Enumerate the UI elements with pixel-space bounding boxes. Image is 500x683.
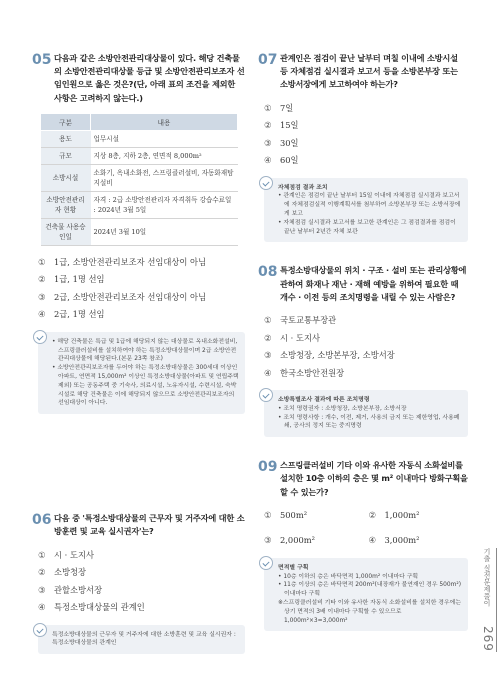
option-text: 특정소방대상물의 관계인 (54, 602, 145, 613)
explanation-line: • 조치 명령사항 : 개수, 이전, 제거, 사용의 금지 또는 제한영업, 사용폐쇄, 공사의 정지 또는 중지명령 (278, 414, 460, 430)
answer-option[interactable] (369, 532, 469, 550)
table-row (41, 191, 238, 218)
explanation-line: • 자체점검 실시결과 보고서를 보고한 관계인은 그 점검결과를 점검이 끝난 날부터 2년간 자체 보관 (278, 219, 456, 235)
row-key: 소방안전관리자 현황 (41, 191, 91, 218)
answer-option[interactable] (38, 582, 245, 600)
answer-options (38, 254, 245, 324)
right-column (258, 52, 468, 631)
row-value: 소화기, 옥내소화전, 스프링클러설비, 자동화재탐지설비 (91, 164, 238, 191)
row-key: 용도 (41, 130, 91, 147)
option-text: 60일 (280, 155, 299, 166)
option-number: ④ (38, 309, 46, 320)
check-icon (33, 623, 47, 637)
option-text: 3,000m² (384, 535, 420, 546)
option-text: 시 · 도지사 (280, 332, 320, 343)
option-text: 소방청장, 소방본부장, 소방서장 (280, 350, 395, 360)
option-text: 2급, 1명 선임 (54, 309, 105, 320)
option-text: 2,000m² (280, 535, 315, 546)
explanation-line: • 소방안전관리보조자를 두어야 하는 특정소방대상물은 300세대 이상인 아파트, 연면적 15,000m² 이상인 특정소방대상물(아파트 및 연립주택 제외) 또는 공동주택 중 기숙사, 의료시설, 노유자시설, 수련시설, 숙박시설로 해당 건축물은 이에 해당되지 않으므로 소방안전관리보조자의 선임대상이 아니다. (52, 365, 239, 407)
answer-option[interactable] (264, 100, 468, 118)
answer-option[interactable] (264, 347, 468, 365)
option-text: 2급, 소방안전관리보조자 선임대상이 아님 (54, 291, 207, 302)
option-text: 15일 (280, 120, 299, 131)
question-text: 스프링클러설비 기타 이와 유사한 자동식 소화설비를 설치한 10층 이하의 층은 몇 m² 이내마다 방화구획을 할 수 있는가? (280, 460, 468, 497)
explanation-line: • 10층 이하의 층은 바닥면적 1,000m² 이내마다 구획 (278, 573, 419, 580)
answer-option[interactable] (38, 564, 245, 582)
explanation-title: 면적별 구획 (278, 564, 309, 571)
table-header-cell: 구분 (41, 113, 91, 130)
answer-option[interactable] (264, 152, 468, 170)
option-text: 관할소방서장 (54, 584, 103, 595)
condition-table (40, 113, 238, 246)
question-text: 관계인은 점검이 끝난 날부터 며칠 이내에 소방시설 등 자체점검 실시결과 보고서 등을 소방본부장 또는 소방서장에게 보고하여야 하는가? (280, 53, 458, 90)
option-number: ③ (38, 584, 46, 595)
option-text: 시 · 도지사 (54, 549, 94, 560)
page-number: 269 (481, 626, 495, 652)
answer-option[interactable] (264, 312, 468, 330)
left-column (32, 52, 245, 654)
option-text: 소방청장 (54, 567, 87, 578)
row-value: 2024년 3월 10일 (91, 218, 238, 245)
row-key: 건축물 사용승인일 (41, 218, 91, 245)
question-number: 07 (258, 52, 278, 68)
option-number: ③ (38, 291, 46, 302)
option-number: ③ (264, 535, 272, 546)
row-value: 자격 : 2급 소방안전관리자 자격취득 강습수료일 : 2024년 3월 5일 (91, 191, 238, 218)
chapter-divider (496, 548, 497, 652)
explanation-box (38, 332, 245, 414)
explanation-line: • 조치 명령권자 : 소방청장, 소방본부장, 소방서장 (278, 405, 407, 412)
option-number: ③ (264, 350, 272, 360)
option-text: 30일 (280, 137, 299, 148)
option-number: ② (38, 567, 46, 578)
option-number: ① (38, 549, 46, 560)
answer-option[interactable] (38, 547, 245, 565)
explanation-title: 자체점검 결과 조치 (278, 184, 328, 191)
question-06 (32, 512, 245, 538)
answer-option[interactable] (38, 254, 245, 272)
answer-options (264, 312, 468, 382)
question-number: 08 (258, 264, 278, 281)
option-number: ② (38, 274, 46, 285)
check-icon (259, 176, 273, 190)
option-text: 1급, 소방안전관리보조자 선임대상이 아님 (54, 256, 207, 267)
option-text: 500m² (280, 509, 308, 520)
check-icon (259, 388, 273, 402)
answer-option[interactable] (38, 289, 245, 307)
check-icon (259, 556, 273, 570)
explanation-line: ※스프링클러설비 기타 이와 유사한 자동식 소화설비를 설치한 경우에는 상기 면적의 3배 이내마다 구획할 수 있으므로 1,000m²×3=3,000m² (278, 599, 462, 624)
answer-option[interactable] (38, 599, 245, 617)
question-number: 05 (32, 52, 52, 68)
row-value: 업무시설 (91, 130, 238, 147)
row-key: 규모 (41, 147, 91, 164)
answer-options (264, 507, 468, 550)
answer-options (38, 547, 245, 617)
option-number: ① (38, 256, 46, 267)
option-number: ④ (264, 155, 272, 166)
option-text: 7일 (280, 102, 294, 113)
answer-option[interactable] (264, 365, 468, 383)
explanation-box (264, 390, 468, 437)
answer-option[interactable] (264, 135, 468, 153)
option-text: 1,000m² (384, 509, 420, 520)
question-text: 다음 중 '특정소방대상물의 근무자 및 거주자에 대한 소방훈련 및 교육 실시권자'는? (54, 513, 245, 537)
table-header-row (41, 113, 238, 130)
answer-options (264, 100, 468, 170)
row-value: 지상 8층, 지하 2층, 연면적 8,000m² (91, 147, 238, 164)
explanation-title: 소방특별조사 결과에 따른 조치명령 (278, 397, 370, 403)
check-icon (33, 330, 47, 344)
question-number: 06 (32, 512, 52, 529)
table-row (41, 147, 238, 164)
option-number: ④ (368, 535, 376, 546)
table-header-cell: 내용 (91, 113, 238, 130)
question-number: 09 (258, 459, 278, 476)
option-number: ④ (38, 602, 46, 613)
option-number: ① (264, 102, 272, 113)
option-number: ② (264, 332, 272, 343)
table-row (41, 164, 238, 191)
question-07 (258, 52, 468, 92)
question-text: 다음과 같은 소방안전관리대상물이 있다. 해당 건축물의 소방안전관리대상물 등급 및 소방안전관리보조자 선임인원으로 옳은 것은?(단, 아래 표의 조건을 제외한 사항은 고려하지 않는다.) (54, 53, 245, 103)
answer-option[interactable] (38, 306, 245, 324)
answer-option[interactable] (264, 117, 468, 135)
option-text: 한국소방안전원장 (280, 367, 345, 378)
option-number: ② (368, 509, 376, 520)
option-number: ② (264, 120, 272, 131)
option-number: ① (264, 509, 272, 520)
option-text: 1급, 1명 선임 (54, 274, 105, 285)
answer-option[interactable] (369, 507, 469, 525)
question-05 (32, 52, 245, 105)
table-row (41, 130, 238, 147)
explanation-line: • 관계인은 점검이 끝난 날부터 15일 이내에 자체점검 실시결과 보고서에 자체점검실적 이행계획서를 첨부하여 소방본부장 또는 소방서장에게 보고 (278, 193, 461, 217)
question-09 (258, 459, 468, 499)
option-text: 국토교통부장관 (280, 315, 337, 325)
question-08 (258, 264, 468, 304)
option-number: ① (264, 315, 272, 325)
explanation-box (38, 625, 245, 655)
row-key: 소방시설 (41, 164, 91, 191)
option-number: ③ (264, 137, 272, 148)
explanation-line: • 11층 이상의 층은 바닥면적 200m²(내장재가 불연재인 경우 500m²) 이내마다 구획 (278, 582, 462, 598)
chapter-label: 기출 실전문제풀이 (483, 548, 491, 607)
table-row (41, 218, 238, 245)
answer-option[interactable] (38, 271, 245, 289)
answer-option[interactable] (264, 330, 468, 348)
explanation-line: • 해당 건축물은 특급 및 1급에 해당되지 않는 대상물로 옥내소화전설비, 스프링클러설비를 설치하여야 하는 특정소방대상물이며 2급 소방안전관리대상물에 해당된다.(본문 23쪽 참조) (52, 338, 238, 363)
option-number: ④ (264, 367, 272, 378)
explanation-box (264, 178, 468, 243)
explanation-box (264, 558, 468, 632)
answer-option[interactable] (264, 507, 364, 525)
question-text: 특정소방대상물의 위치 · 구조 · 설비 또는 관리상황에 관하여 화재나 재난 · 재해 예방을 위하여 필요한 때 개수 · 이전 등의 조치명령을 내릴 수 있는 사람은? (280, 265, 467, 302)
explanation-line: 특정소방대상물의 근무자 및 거주자에 대한 소방훈련 및 교육 실시권자 : 특정소방대상물의 관계인 (52, 631, 236, 647)
answer-option[interactable] (264, 532, 364, 550)
